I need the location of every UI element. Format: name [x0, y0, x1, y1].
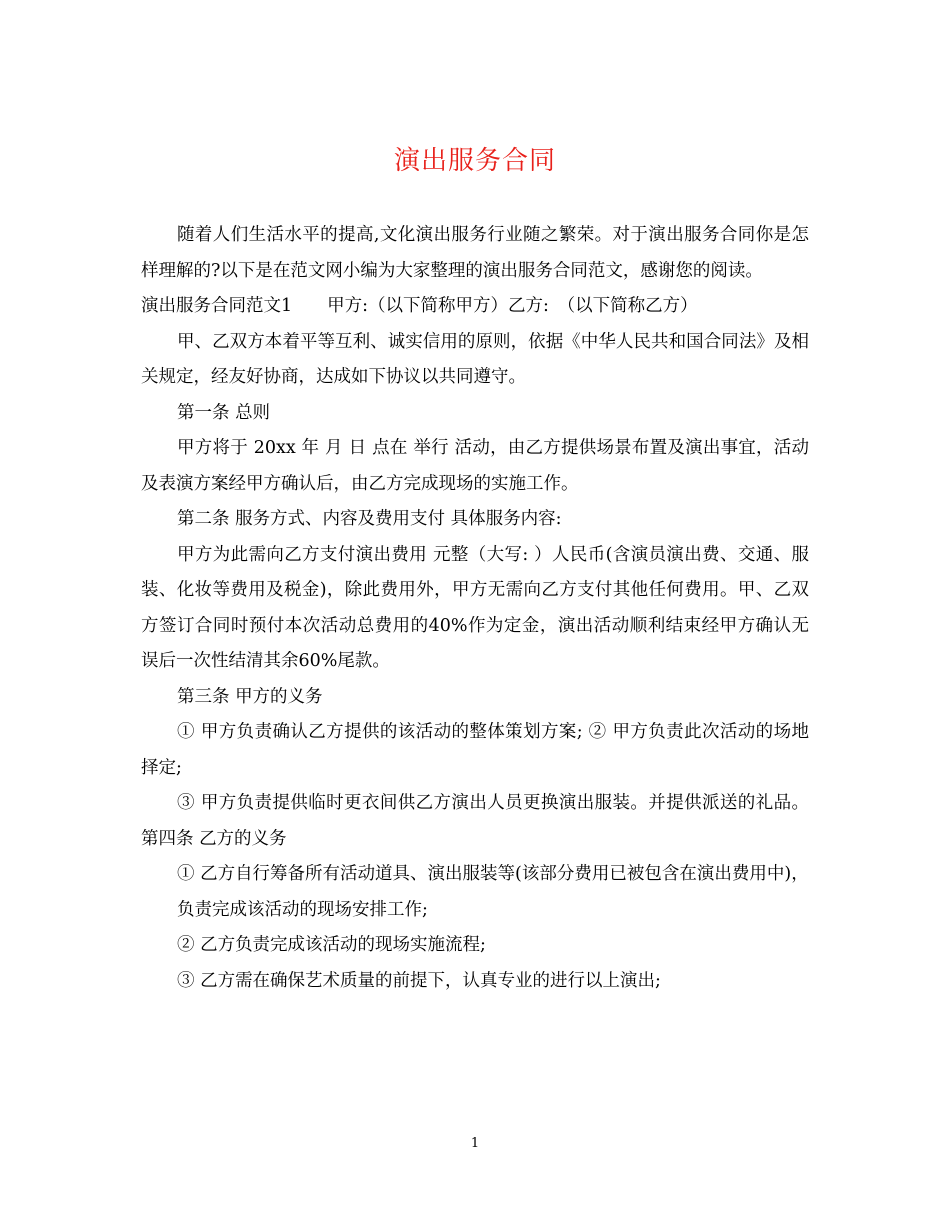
document-title: 演出服务合同 — [393, 146, 556, 176]
article-3-item-1-2: ① 甲方负责确认乙方提供的该活动的整体策划方案; ② 甲方负责此次活动的场地择定; — [141, 722, 809, 778]
article-1-heading: 第一条 总则 — [177, 402, 271, 423]
article-4-item-1-cont: 负责完成该活动的现场安排工作; — [177, 899, 428, 920]
page-number: 1 — [470, 1136, 480, 1151]
paragraph-parties: 演出服务合同范文1 甲方:（以下简称甲方）乙方: （以下简称乙方） — [141, 296, 698, 316]
article-1-body: 甲方将于 20xx 年 月 日 点在 举行 活动，由乙方提供场景布置及演出事宜，活动及表演方案经甲方确认后，由乙方完成现场的实施工作。 — [141, 438, 809, 494]
article-3-heading: 第三条 甲方的义务 — [177, 686, 323, 707]
article-4-item-3: ③ 乙方需在确保艺术质量的前提下，认真专业的进行以上演出; — [177, 970, 661, 991]
paragraph-principle: 甲、乙双方本着平等互利、诚实信用的原则，依据《中华人民共和国合同法》及相关规定，经友好协商，达成如下协议以共同遵守。 — [141, 331, 809, 387]
article-2-body: 甲方为此需向乙方支付演出费用 元整（大写: ）人民币(含演员演出费、交通、服装、化妆等费用及税金)，除此费用外，甲方无需向乙方支付其他任何费用。甲、乙双方签订合同时预付本次活动总费用的40%作为定金，演出活动顺利结束经甲方确认无误后一次性结清其余60%尾款。 — [141, 544, 809, 671]
article-2-heading: 第二条 服务方式、内容及费用支付 具体服务内容: — [177, 509, 562, 529]
article-4-item-2: ② 乙方负责完成该活动的现场实施流程; — [177, 935, 486, 955]
article-4-item-1: ① 乙方自行筹备所有活动道具、演出服装等(该部分费用已被包含在演出费用中)， — [177, 864, 809, 884]
document-body — [141, 218, 809, 999]
paragraph-intro: 随着人们生活水平的提高,文化演出服务行业随之繁荣。对于演出服务合同你是怎样理解的?以下是在范文网小编为大家整理的演出服务合同范文，感谢您的阅读。 — [141, 225, 809, 281]
article-3-item-3: ③ 甲方负责提供临时更衣间供乙方演出人员更换演出服装。并提供派送的礼品。 第四条 乙方的义务 — [141, 793, 809, 849]
